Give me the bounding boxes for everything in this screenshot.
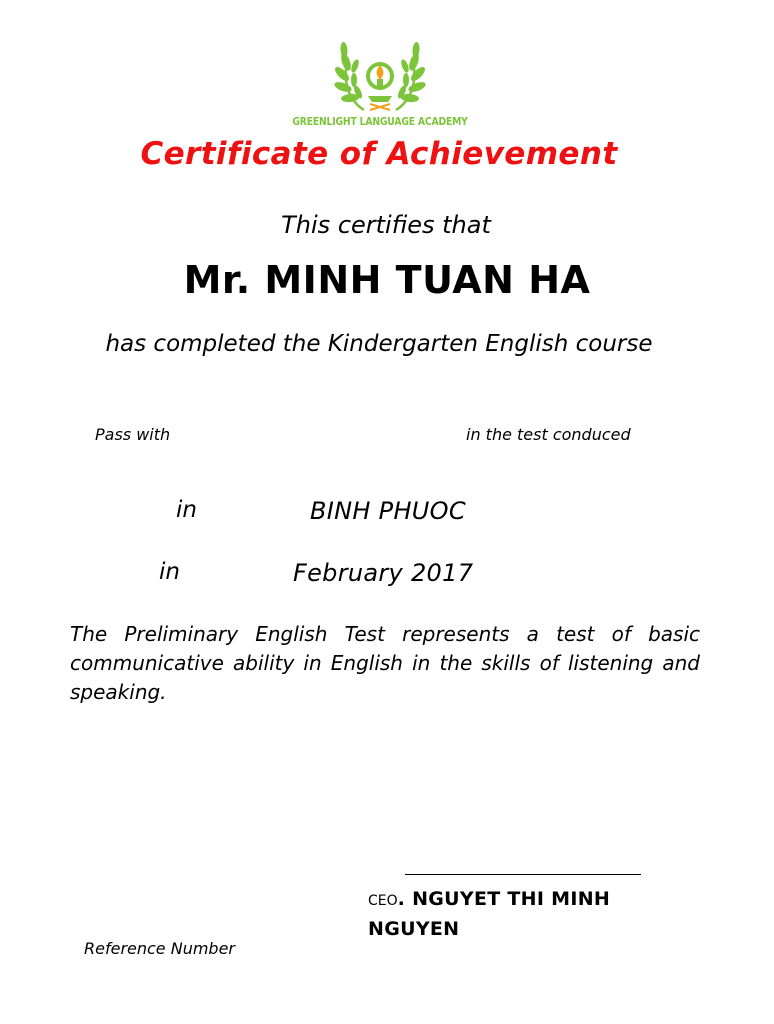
signatory-title: CEO: [368, 893, 398, 909]
reference-number-label: Reference Number: [84, 939, 235, 958]
signatory-name: . NGUYET THI MINH NGUYEN: [368, 888, 611, 940]
location: BINH PHUOC: [310, 497, 466, 525]
date: February 2017: [293, 559, 474, 587]
certificate-title: Certificate of Achievement: [140, 136, 618, 172]
test-description: The Preliminary English Test represents a test of basic communicative ability in English in the skills of listening and speaking.: [70, 622, 700, 704]
certifies-text: This certifies that: [281, 211, 491, 239]
date-prefix: in: [159, 559, 180, 585]
location-prefix: in: [176, 497, 197, 523]
signatory-block: [368, 885, 658, 940]
signature-line: [405, 874, 641, 875]
pass-with-label: Pass with: [95, 425, 171, 444]
academy-name: GREENLIGHT LANGUAGE ACADEMY: [292, 116, 468, 128]
test-conduced-label: in the test conduced: [466, 425, 631, 444]
academy-logo: [270, 40, 490, 140]
recipient-name: Mr. MINH TUAN HA: [183, 258, 591, 302]
laurel-wreath-logo-icon: [330, 40, 430, 120]
completion-text: has completed the Kindergarten English course: [105, 331, 653, 357]
